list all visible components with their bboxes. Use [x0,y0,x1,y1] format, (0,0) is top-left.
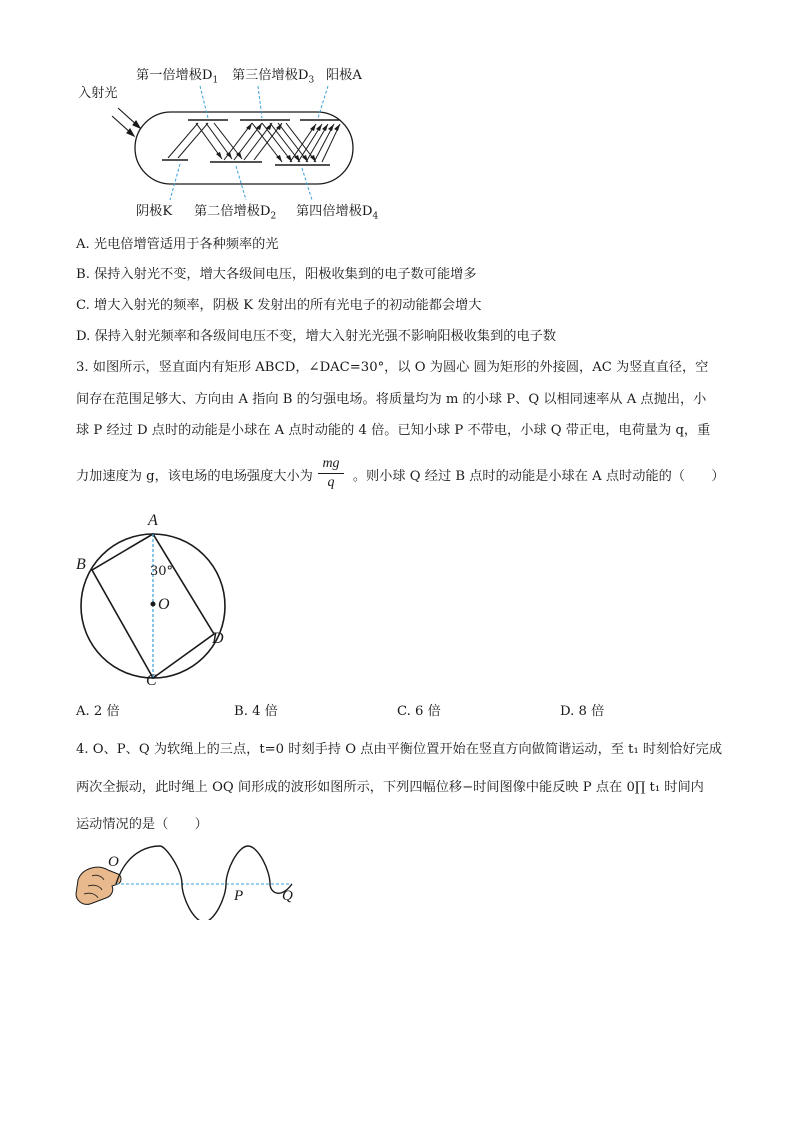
q3-line-4-pre: 力加速度为 g，该电场的电场强度大小为 [76,469,313,484]
hand-icon [76,867,121,904]
fraction-numerator: mg [322,456,340,471]
q3-figure [70,508,250,698]
dynode-d1-sub: 1 [212,75,219,86]
dynode-d1-text: 第一倍增极D [136,68,213,83]
point-q-wave-label: Q [282,888,293,904]
dynode-d1-label [136,66,218,91]
q3-option-a: A. 2 倍 [76,704,120,719]
fraction-bar [318,473,344,474]
label-leaders [170,86,328,200]
q3-line-1: 3. 如图所示，竖直面内有矩形 ABCD，∠DAC=30°，以 O 为圆心 圆为矩形的外接圆，AC 为竖直直径，空 [76,360,709,375]
angle-label: 30° [150,564,174,579]
q3-line-2: 间存在范围足够大、方向由 A 指向 B 的匀强电场。将质量均为 m 的小球 P、Q 以相同速率从 A 点抛出，小 [76,392,707,407]
point-c-label: C [146,672,157,689]
dynode-d3-text: 第三倍增极D [232,68,309,83]
q4-line-1: 4. O、P、Q 为软绳上的三点，t=0 时刻手持 O 点由平衡位置开始在竖直方向做简谐运动，至 t₁ 时刻恰好完成 [76,742,723,757]
point-a-label: A [148,512,158,529]
q4-line-2: 两次全振动，此时绳上 OQ 间形成的波形如图所示，下列四幅位移−时间图像中能反映 P 点在 0∏ t₁ 时间内 [76,780,704,795]
q4-wave-figure [70,840,310,920]
cathode-label: 阴极K [136,204,173,219]
fraction-denominator: q [327,475,335,490]
q3-line-4 [76,467,725,487]
dynode-d4-label [296,202,378,227]
field-fraction [318,456,344,491]
q4-line-3: 运动情况的是（ ） [76,817,208,832]
incident-light-label: 入射光 [78,86,118,101]
q3-option-b: B. 4 倍 [234,704,278,719]
wave-diagram [70,840,310,920]
q2-option-c: C. 增大入射光的频率，阴极 K 发射出的所有光电子的初动能都会增大 [76,298,482,313]
dynode-d4-text: 第四倍增极D [296,204,373,219]
point-o-label: O [158,596,170,613]
anode-label: 阳极A [326,68,362,83]
point-b-label: B [76,556,86,573]
q3-line-4-post: 。则小球 Q 经过 B 点时的动能是小球在 A 点时动能的（ ） [352,469,725,484]
wave-curve [116,846,292,920]
electron-arrowheads [216,123,340,162]
dynode-d2-label [194,202,276,227]
point-o-wave-label: O [108,854,119,870]
tube-outline [135,112,353,184]
line-ad [153,534,214,634]
photomultiplier-figure [0,0,420,225]
q3-option-c: C. 6 倍 [397,704,441,719]
dynode-d3-label [232,66,314,91]
q3-line-3: 球 P 经过 D 点时的动能是小球在 A 点时动能的 4 倍。已知小球 P 不带电，小球 Q 带正电，电荷量为 q，重 [76,423,711,438]
point-d-label: D [212,630,224,647]
photomultiplier-diagram [0,0,420,225]
q2-option-d: D. 保持入射光频率和各级间电压不变，增大入射光光强不影响阳极收集到的电子数 [76,329,557,344]
q3-option-d: D. 8 倍 [560,704,605,719]
q2-option-a: A. 光电倍增管适用于各种频率的光 [76,237,279,252]
center-dot [151,602,156,607]
dynode-d3-sub: 3 [308,75,315,86]
q2-option-b: B. 保持入射光不变，增大各级间电压，阳极收集到的电子数可能增多 [76,267,477,282]
dynode-d2-sub: 2 [270,211,277,222]
point-p-wave-label: P [234,888,244,904]
dynode-d2-text: 第二倍增极D [194,204,271,219]
incident-light-arrows [112,108,140,136]
dynode-d4-sub: 4 [372,211,379,222]
